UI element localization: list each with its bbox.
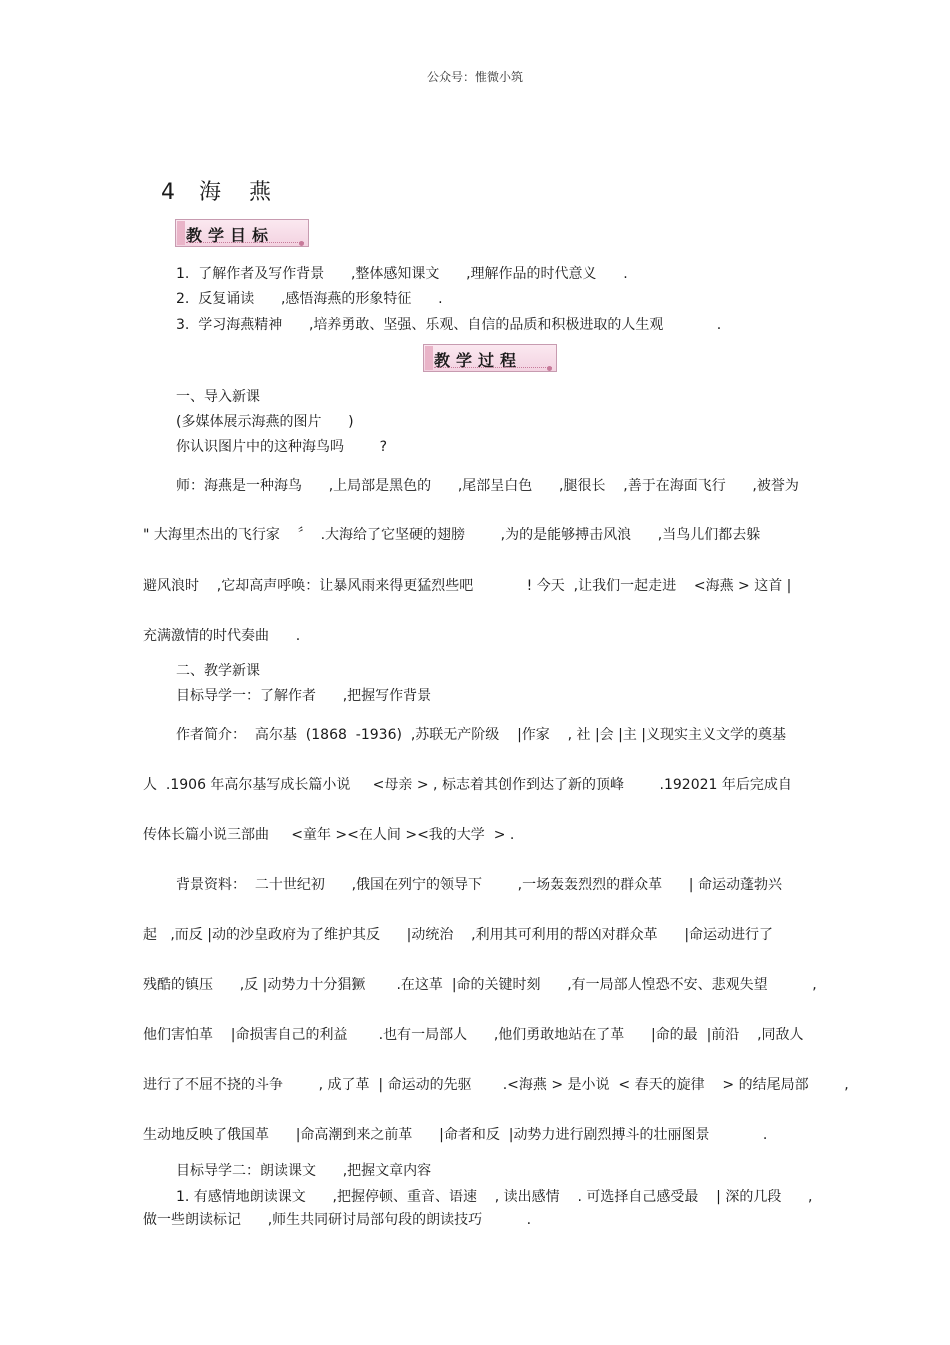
lesson-number: 4 (161, 180, 177, 205)
goal-heading: 目标导学二：朗读课文 ,把握文章内容 (176, 1163, 432, 1179)
banner-dot (547, 366, 552, 371)
author-line: 作者简介： 高尔基 (1868 -1936) ,苏联无产阶级 |作家 , 社 |会 |主 |义现实主义文学的奠基 (176, 727, 787, 743)
background-line: 进行了不屈不挠的斗争 , 成了革 | 命运动的先驱 .<海燕 > 是小说 < 春天的旋律 > 的结尾局部 , (143, 1077, 849, 1093)
background-line: 起 ,而反 |动的沙皇政府为了维护其反 |动统治 ,利用其可利用的帮凶对群众革 |命运动进行了 (143, 927, 774, 943)
objective-item: 2. 反复诵读 ,感悟海燕的形象特征 . (176, 291, 443, 307)
teacher-line: 师：海燕是一种海鸟 ,上局部是黑色的 ,尾部呈白色 ,腿很长 ,善于在海面飞行 ,被誉为 (176, 478, 799, 494)
goal-heading: 目标导学一：了解作者 ,把握写作背景 (176, 688, 432, 704)
objective-item: 1. 了解作者及写作背景 ,整体感知课文 ,理解作品的时代意义 . (176, 266, 628, 282)
section-heading: 二、教学新课 (176, 663, 260, 679)
reading-line: 1. 有感情地朗读课文 ,把握停顿、重音、语速 , 读出感情 . 可选择自己感受最 | 深的几段 , (176, 1189, 813, 1205)
teacher-line: 避风浪时 ,它却高声呼唤：让暴风雨来得更猛烈些吧 ! 今天 ,让我们一起走进 <海燕 > 这首 | (143, 578, 792, 594)
banner-swatch (425, 346, 433, 370)
banner-dot (299, 241, 304, 246)
objectives-banner-label: 教学目标 (186, 226, 275, 245)
banner-swatch (177, 221, 185, 245)
background-line: 他们害怕革 |命损害自己的利益 .也有一局部人 ,他们勇敢地站在了革 |命的最 |前沿 ,同敌人 (143, 1027, 804, 1043)
reading-line: 做一些朗读标记 ,师生共同研讨局部句段的朗读技巧 . (143, 1212, 532, 1228)
lesson-title-char-2: 燕 (249, 180, 274, 205)
lesson-title (143, 150, 273, 206)
teacher-line: 充满激情的时代奏曲 . (143, 628, 301, 644)
header-note: 公众号：惟微小筑 (426, 70, 523, 84)
objectives-banner (175, 219, 309, 247)
background-line: 背景资料： 二十世纪初 ,俄国在列宁的领导下 ,一场轰轰烈烈的群众革 | 命运动蓬勃兴 (176, 877, 782, 893)
author-line: 人 .1906 年高尔基写成长篇小说 <母亲 > , 标志着其创作到达了新的顶峰 .192021 年后完成自 (143, 777, 792, 793)
background-line: 残酷的镇压 ,反 |动势力十分猖獗 .在这革 |命的关键时刻 ,有一局部人惶恐不安、悲观失望 , (143, 977, 817, 993)
media-note: (多媒体展示海燕的图片 ) (176, 414, 354, 430)
intro-question: 你认识图片中的这种海鸟吗 ? (176, 439, 388, 455)
process-banner (423, 344, 557, 372)
teacher-line: " 大海里杰出的飞行家 〞 .大海给了它坚硬的翅膀 ,为的是能够搏击风浪 ,当鸟儿们都去躲 (143, 527, 761, 543)
lesson-title-char-1: 海 (199, 180, 224, 205)
objective-item: 3. 学习海燕精神 ,培养勇敢、坚强、乐观、自信的品质和积极进取的人生观 . (176, 317, 722, 333)
background-line: 生动地反映了俄国革 |命高潮到来之前革 |命者和反 |动势力进行剧烈搏斗的壮丽图景 . (143, 1127, 768, 1143)
process-banner-label: 教学过程 (434, 351, 523, 370)
author-line: 传体长篇小说三部曲 <童年 ><在人间 ><我的大学 > . (143, 827, 515, 843)
section-heading: 一、导入新课 (176, 389, 260, 405)
